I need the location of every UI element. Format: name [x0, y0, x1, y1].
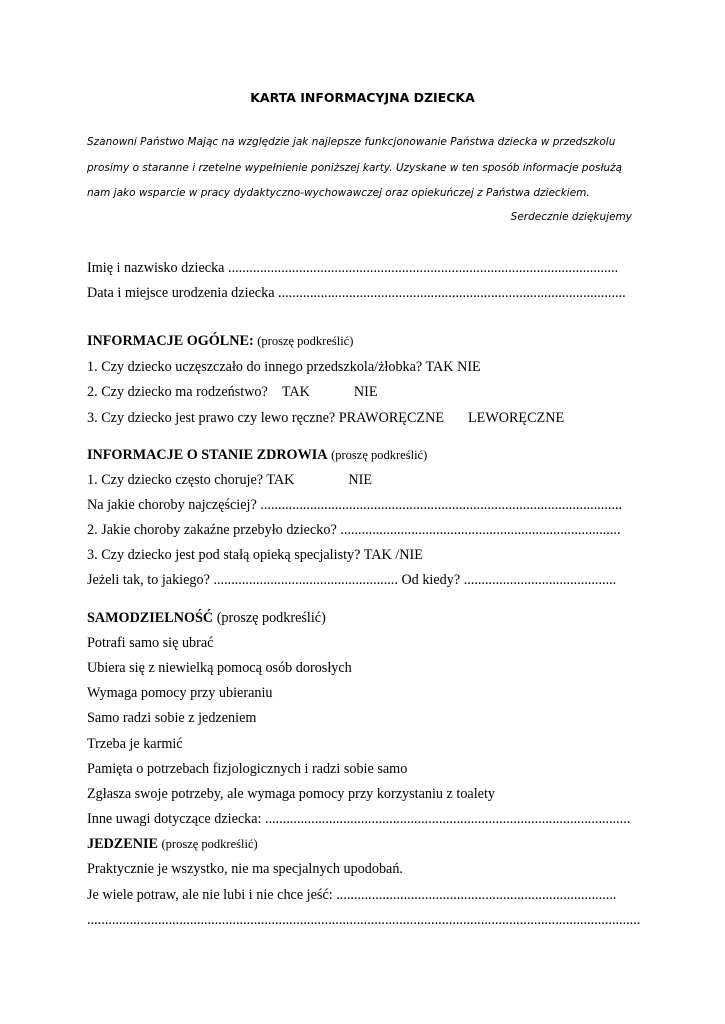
health-heading-note: (proszę podkreślić): [331, 448, 428, 462]
food-heading-text: JEDZENIE: [87, 836, 158, 852]
general-q3: [87, 409, 642, 427]
general-q2-text: 2. Czy dziecko ma rodzeństwo?: [87, 384, 268, 400]
intro-line-1: Szanowni Państwo Mając na względzie jak najlepsze funkcjonowanie Państwa dziecka w przedszkolu: [87, 136, 616, 148]
intro-line-3: nam jako wsparcie w pracy dydaktyczno-wychowawczej oraz opiekuńczej z Państwa dzieckiem.: [87, 187, 590, 199]
health-heading-text: INFORMACJE O STANIE ZDROWIA: [87, 447, 328, 463]
food-dislikes-field[interactable]: Je wiele potraw, ale nie lubi i nie chce jeść: ...............................................................................: [87, 887, 617, 903]
general-q1: 1. Czy dziecko uczęszczało do innego przedszkola/żłobka? TAK NIE: [87, 359, 481, 375]
health-q1: [87, 471, 642, 489]
independence-item: Ubiera się z niewielką pomocą osób dorosłych: [87, 660, 352, 676]
general-q2-no[interactable]: NIE: [353, 384, 378, 400]
food-heading-note: (proszę podkreślić): [161, 837, 258, 851]
health-q3: 3. Czy dziecko jest pod stałą opieką specjalisty? TAK /NIE: [87, 547, 423, 563]
independence-item: Samo radzi sobie z jedzeniem: [87, 710, 257, 726]
general-q2: [87, 383, 642, 401]
health-diseases-field[interactable]: Na jakie choroby najczęściej? ......................................................................................................: [87, 497, 623, 513]
food-item: Praktycznie je wszystko, nie ma specjalnych upodobań.: [87, 861, 403, 877]
birth-date-place-field[interactable]: Data i miejsce urodzenia dziecka ..................................................................................................: [87, 285, 626, 301]
general-heading-text: INFORMACJE OGÓLNE:: [87, 333, 254, 349]
independence-item: Zgłasza swoje potrzeby, ale wymaga pomocy przy korzystaniu z toalety: [87, 786, 496, 802]
remarks-field[interactable]: Inne uwagi dotyczące dziecka: .......................................................................................................: [87, 811, 631, 827]
health-info-heading: [87, 446, 642, 464]
health-q1-yes[interactable]: TAK: [266, 472, 295, 488]
general-q2-yes[interactable]: TAK: [281, 384, 310, 400]
general-info-heading: [87, 332, 642, 350]
independence-item: Trzeba je karmić: [87, 736, 183, 752]
general-q3-left[interactable]: LEWORĘCZNE: [468, 410, 565, 426]
independence-heading-text: SAMODZIELNOŚĆ: [87, 610, 214, 626]
intro-line-2: prosimy o staranne i rzetelne wypełnienie poniższej karty. Uzyskane w ten sposób informacje posłużą: [87, 162, 623, 174]
independence-item: Potrafi samo się ubrać: [87, 635, 214, 651]
health-infectious-field[interactable]: 2. Jakie choroby zakaźne przebyło dziecko? ...............................................................................: [87, 522, 621, 538]
page-title: KARTA INFORMACYJNA DZIECKA: [250, 90, 475, 105]
independence-heading-note: (proszę podkreślić): [216, 610, 326, 626]
general-q3-right[interactable]: PRAWORĘCZNE: [338, 410, 444, 426]
child-name-field[interactable]: Imię i nazwisko dziecka ..............................................................................................................: [87, 260, 619, 276]
general-q3-text: 3. Czy dziecko jest prawo czy lewo ręczne?: [87, 410, 336, 426]
independence-heading: [87, 609, 642, 627]
food-heading: [87, 835, 642, 853]
health-q1-no[interactable]: NIE: [348, 472, 373, 488]
independence-item: Pamięta o potrzebach fizjologicznych i radzi sobie samo: [87, 761, 408, 777]
food-dislikes-continuation[interactable]: ............................................................................................................................................................: [87, 912, 641, 928]
independence-item: Wymaga pomocy przy ubieraniu: [87, 685, 273, 701]
health-specialist-field[interactable]: Jeżeli tak, to jakiego? .................................................... Od kiedy? ...........................................: [87, 572, 617, 588]
general-heading-note: (proszę podkreślić): [257, 334, 354, 348]
health-q1-text: 1. Czy dziecko często choruje?: [87, 472, 264, 488]
intro-thanks: Serdecznie dziękujemy: [510, 211, 632, 223]
